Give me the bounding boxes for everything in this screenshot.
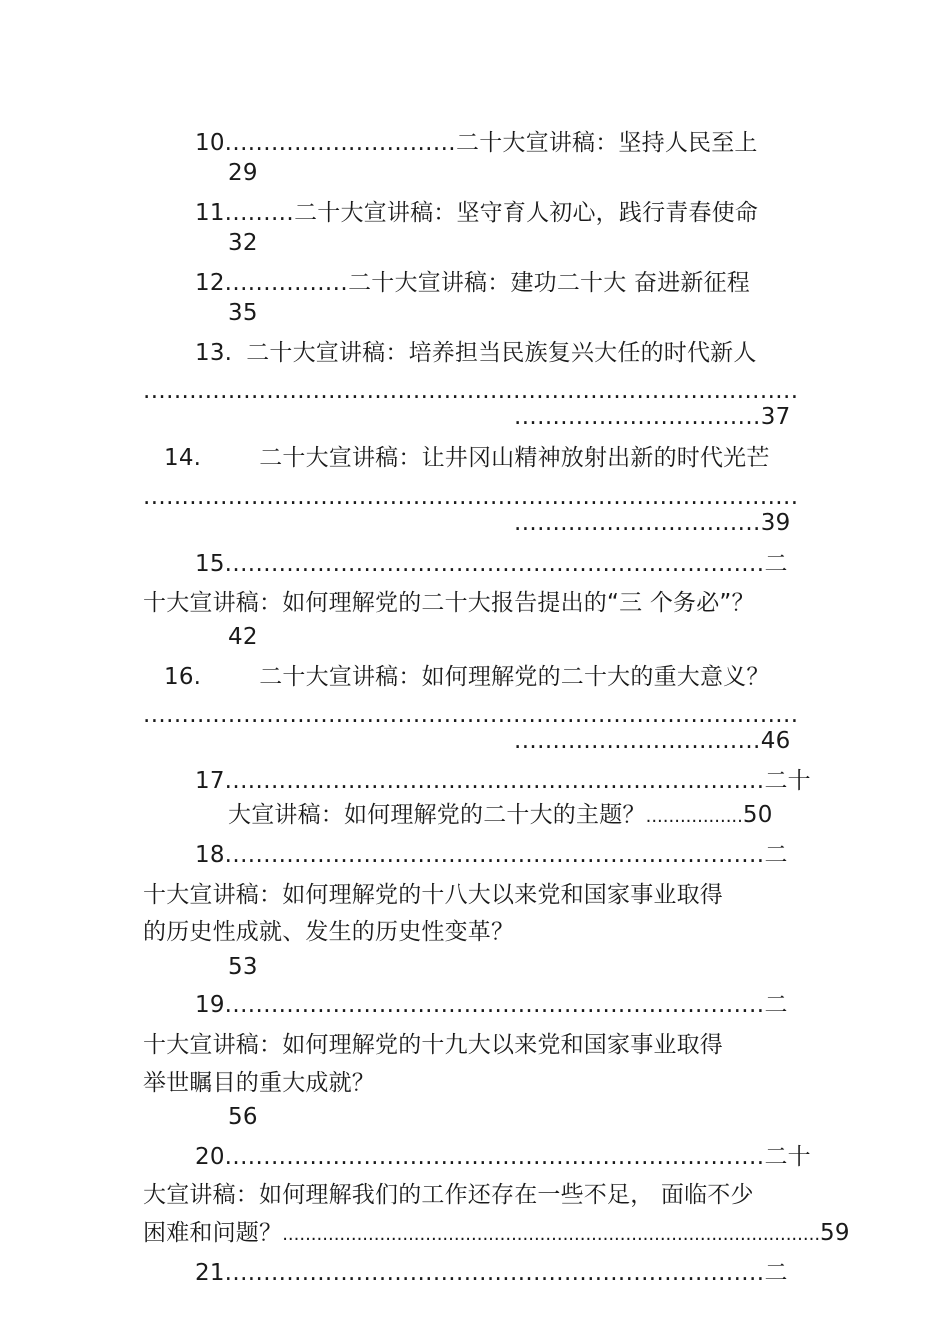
- page-number: 39: [760, 510, 791, 536]
- leader-dots: .....................................................................................: [143, 702, 799, 728]
- entry-number: 17: [195, 768, 225, 794]
- entry-title: 二: [764, 551, 788, 577]
- entry-title: 二: [764, 842, 788, 868]
- toc-entry-16-page: [514, 726, 790, 756]
- page-number: 35: [228, 300, 258, 326]
- entry-number: 13.: [195, 340, 233, 366]
- entry-title-continued: 大宣讲稿：如何理解党的二十大的主题？: [228, 802, 646, 828]
- toc-entry-14-page: [514, 508, 790, 538]
- leader-dots: ......................................................................: [224, 1144, 765, 1170]
- entry-title: 二十: [764, 768, 811, 794]
- page-number: 59: [820, 1220, 850, 1246]
- entry-title: 二: [764, 992, 788, 1018]
- leader-dots: .................: [645, 806, 743, 827]
- leader-dots: ......................................................................: [224, 551, 765, 577]
- leader-dots: ......................................................................: [224, 1260, 765, 1286]
- leader-dots: ................................: [514, 510, 761, 536]
- entry-title-continued: 困难和问题？: [143, 1220, 283, 1246]
- toc-entry-16[interactable]: [164, 662, 770, 692]
- toc-entry-17-cont: [228, 800, 773, 832]
- page-number: 53: [228, 954, 258, 980]
- page-number: 32: [228, 230, 258, 256]
- toc-entry-13[interactable]: [195, 338, 757, 368]
- page-number: 37: [760, 404, 791, 430]
- entry-title: 二十大宣讲稿：如何理解党的二十大的重大意义？: [259, 664, 770, 690]
- entry-number: 12: [195, 270, 225, 296]
- entry-number: 14.: [164, 445, 202, 471]
- entry-title: 二十大宣讲稿：建功二十大 奋进新征程: [348, 270, 750, 296]
- entry-title-continued: 举世瞩目的重大成就？: [143, 1070, 375, 1096]
- entry-title-continued: 十大宣讲稿：如何理解党的二十大报告提出的“三 个务必”？: [143, 590, 755, 616]
- entry-title: 二: [764, 1260, 788, 1286]
- leader-dots: ................: [224, 270, 349, 296]
- entry-number: 19: [195, 992, 225, 1018]
- leader-dots: ..............................................................................................: [282, 1224, 821, 1245]
- page-number: 42: [228, 624, 258, 650]
- toc-entry-14[interactable]: [164, 443, 770, 473]
- leader-dots: .....................................................................................: [143, 378, 799, 404]
- entry-number: 11: [195, 200, 225, 226]
- toc-entry-17[interactable]: [195, 766, 835, 796]
- entry-title-continued: 十大宣讲稿：如何理解党的十八大以来党和国家事业取得: [143, 882, 723, 908]
- toc-entry-21[interactable]: [195, 1258, 815, 1288]
- page-number: 56: [228, 1104, 258, 1130]
- entry-title: 二十大宣讲稿：坚持人民至上: [456, 130, 758, 156]
- entry-number: 21: [195, 1260, 225, 1286]
- page-number: 46: [760, 728, 791, 754]
- toc-entry-13-page: [514, 402, 790, 432]
- page-number: 50: [742, 802, 773, 828]
- entry-number: 16.: [164, 664, 202, 690]
- toc-entry-18[interactable]: [195, 840, 815, 870]
- leader-dots: ......................................................................: [224, 992, 765, 1018]
- toc-entry-15[interactable]: [195, 549, 815, 579]
- leader-dots: .....................................................................................: [143, 484, 799, 510]
- entry-title-continued: 大宣讲稿：如何理解我们的工作还存在一些不足， 面临不少: [143, 1182, 754, 1208]
- toc-entry-11[interactable]: [195, 198, 758, 228]
- leader-dots: ......................................................................: [224, 768, 765, 794]
- page-number: 29: [228, 160, 258, 186]
- leader-dots: ..............................: [224, 130, 457, 156]
- toc-entry-19[interactable]: [195, 990, 815, 1020]
- leader-dots: ................................: [514, 728, 761, 754]
- entry-number: 18: [195, 842, 225, 868]
- leader-dots: .........: [224, 200, 295, 226]
- toc-entry-10[interactable]: [195, 128, 758, 158]
- entry-title: 二十大宣讲稿：培养担当民族复兴大任的时代新人: [246, 340, 757, 366]
- toc-entry-20[interactable]: [195, 1142, 835, 1172]
- entry-number: 15: [195, 551, 225, 577]
- entry-number: 20: [195, 1144, 225, 1170]
- toc-entry-12[interactable]: [195, 268, 750, 298]
- leader-dots: ................................: [514, 404, 761, 430]
- toc-entry-20-cont: [143, 1218, 850, 1250]
- entry-title-continued: 的历史性成就、发生的历史性变革？: [143, 919, 515, 945]
- entry-title: 二十大宣讲稿：让井冈山精神放射出新的时代光芒: [259, 445, 770, 471]
- entry-number: 10: [195, 130, 225, 156]
- entry-title-continued: 十大宣讲稿：如何理解党的十九大以来党和国家事业取得: [143, 1032, 723, 1058]
- leader-dots: ......................................................................: [224, 842, 765, 868]
- entry-title: 二十: [764, 1144, 811, 1170]
- entry-title: 二十大宣讲稿：坚守育人初心，践行青春使命: [294, 200, 759, 226]
